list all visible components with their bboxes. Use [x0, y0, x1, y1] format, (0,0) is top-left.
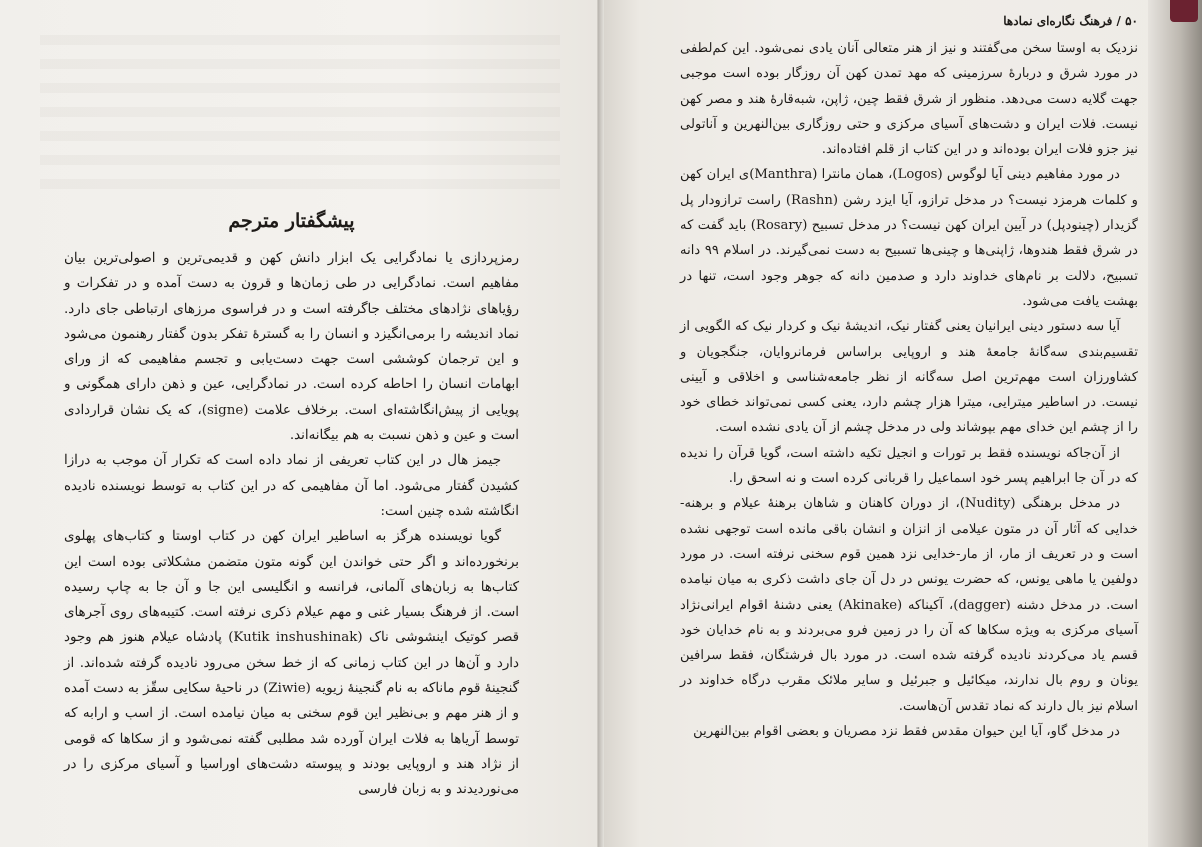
bleed-through-text [40, 35, 560, 195]
paragraph: رمزپردازی یا نمادگرایی یک ابزار دانش کهن و قدیمی‌ترین و اصولی‌ترین بیان مفاهیم است. نمادگرایی در طی زمان‌ها و قرون به دست آمده و در تفکرات و رؤیاهای نژادهای مختلف جاگرفته است و در فراسوی مرزهای ارتباطی جای دارد. نماد اندیشه را برمی‌انگیزد و انسان را به گسترهٔ تفکر بدون گفتار رهنمون می‌شود و این ترجمان کوششی است جهت دست‌یابی و تجسم مفاهیمی که از ورای ابهامات انسان را احاطه کرده است. در نمادگرایی، عین و ذهن دارای همگونی و پویایی از پیش‌انگاشته‌ای است. برخلاف علامت (signe)، که یک نشان قراردادی است و عین و ذهن نسبت به هم بیگانه‌اند. [64, 251, 519, 444]
paragraph: گویا نویسنده هرگز به اساطیر ایران کهن در کتاب اوستا و کتاب‌های پهلوی برنخورده‌اند و اگر حتی خواندن این گونه متون متضمن مشکلاتی بوده است این کتاب‌ها به زبان‌های آلمانی، فرانسه و انگلیسی این جا و آن جا به چاپ رسیده است. از فرهنگ بسیار غنی و مهم عیلام ذکری نرفته است. کتیبه‌های روی آجرهای قصر کوتیک اینشوشی ناک (Kutik inshushinak) پادشاه عیلام هنوز هم وجود دارد و آن‌ها در این کتاب زمانی که از خط سخن می‌رود نادیده گرفته شده‌اند. از گنجینهٔ قوم ماناکه به نام گنجینهٔ زیویه (Ziwie) در ناحیهٔ سکایی سقّز به دست آمده و از هنر مهم و بی‌نظیر این قوم سخنی به میان نیامده است. از اسب و ارابه که توسط آریاها به فلات ایران آورده شد مطلبی گفته نمی‌شود و از سکاها که قومی از نژاد هند و اروپایی بودند و پیوسته دشت‌های اوراسیا و آسیای مرکزی را در می‌نوردیدند و به زبان فارسی [64, 529, 519, 798]
paragraph: از آن‌جاکه نویسنده فقط بر تورات و انجیل تکیه داشته است، گویا قرآن را ندیده که در آن جا ابراهیم پسر خود اسماعیل را قربانی کرده است و نه اسحق را. [680, 445, 1138, 487]
paragraph: نزدیک به اوستا سخن می‌گفتند و نیز از هنر متعالی آنان یادی نمی‌شود. این کم‌لطفی در مورد شرق و دربارهٔ سرزمینی که مهد تمدن کهن آن روزگار بوده است موجبی جهت گلایه دست می‌دهد. منظور از شرق فقط چین، ژاپن، شبه‌قارهٔ هند و مصر کهن نیست. فلات ایران و دشت‌های آسیای مرکزی و حتی روزگاری بین‌النهرین و آناتولی نیز جزو فلات ایران بوده‌اند و در این کتاب از قلم افتاده‌اند. [680, 41, 1138, 158]
paragraph: جیمز هال در این کتاب تعریفی از نماد داده است که تکرار آن موجب به درازا کشیدن گفتار می‌شود. اما آن مفاهیمی که در این کتاب به توسط نویسنده نادیده انگاشته شده چنین است: [64, 453, 519, 519]
paragraph: در مدخل برهنگی (Nudity)، از دوران کاهنان و شاهان برهنهٔ عیلام و برهنه-خدایی که آثار آن در متون عیلامی از انزان و انشان باقی مانده است توجهی نشده است و در تعریف از مار، از مار-خدایی نزد همین قوم سخنی نرفته است. در مورد دولفین یا ماهی یونس، که حضرت یونس در دل آن جای داشت ذکری به میان نیامده است. در مدخل دشنه (dagger)، آکیناکه (Akinake) یعنی دشنهٔ اقوام ایرانی‌نژاد آسیای مرکزی به ویژه سکاها که آن را در زمین فرو می‌بردند و به نام خدایان خود قسم یاد می‌کردند نادیده گرفته شده است. در مورد بال فرشتگان، فقط سرافین یونان و روم بال ندارند، میکائیل و جبرئیل و سایر ملائک مقرب درگاه خداوند در اسلام نیز بال دارند که نماد تقدس آن‌هاست. [680, 496, 1139, 714]
paragraph: در مورد مفاهیم دینی آیا لوگوس (Logos)، همان مانترا (Manthra)ی ایران کهن و کلمات هرمزد نیست؟ در مدخل ترازو، آیا ایزد رشن (Rashn) راست ترازودار پل گزیدار (چینودپل) در آیین ایران کهن نیست؟ در مدخل تسبیح (Rosary) باید گفت که در شرق فقط هندوها، ژاپنی‌ها و چینی‌ها تسبیح به دست نمی‌گیرند. در اسلام ۹۹ دانه تسبیح، دلالت بر نام‌های خداوند دارد و صدمین دانه که جوهر وجود است، تنها در بهشت یافت می‌شود. [680, 167, 1138, 309]
bookmark-ribbon [1170, 0, 1198, 22]
preface-title: پیشگفتار مترجم [228, 210, 355, 232]
paragraph: آیا سه دستور دینی ایرانیان یعنی گفتار نیک، اندیشهٔ نیک و کردار نیک که الگویی از تقسیم‌بندی سه‌گانهٔ جامعهٔ هند و اروپایی براساس فرمانروایان، جنگجویان و کشاورزان است مهم‌ترین اصل سه‌گانه از نظر جامعه‌شناسی و اخلاقی و آیینی نیست. در اساطیر میترایی، میترا هزار چشم دارد، یعنی کسی نمی‌تواند خطای خود را از چشم این خدای مهم بپوشاند ولی در مدخل چشم از آن یادی نشده است. [680, 319, 1138, 436]
left-page [0, 0, 598, 847]
book-spine-edge [1148, 0, 1202, 847]
right-page [604, 0, 1202, 847]
running-header: ۵۰ / فرهنگ نگاره‌ای نمادها [1003, 14, 1138, 28]
paragraph: در مدخل گاو، آیا این حیوان مقدس فقط نزد مصریان و بعضی اقوام بین‌النهرین [693, 724, 1120, 740]
